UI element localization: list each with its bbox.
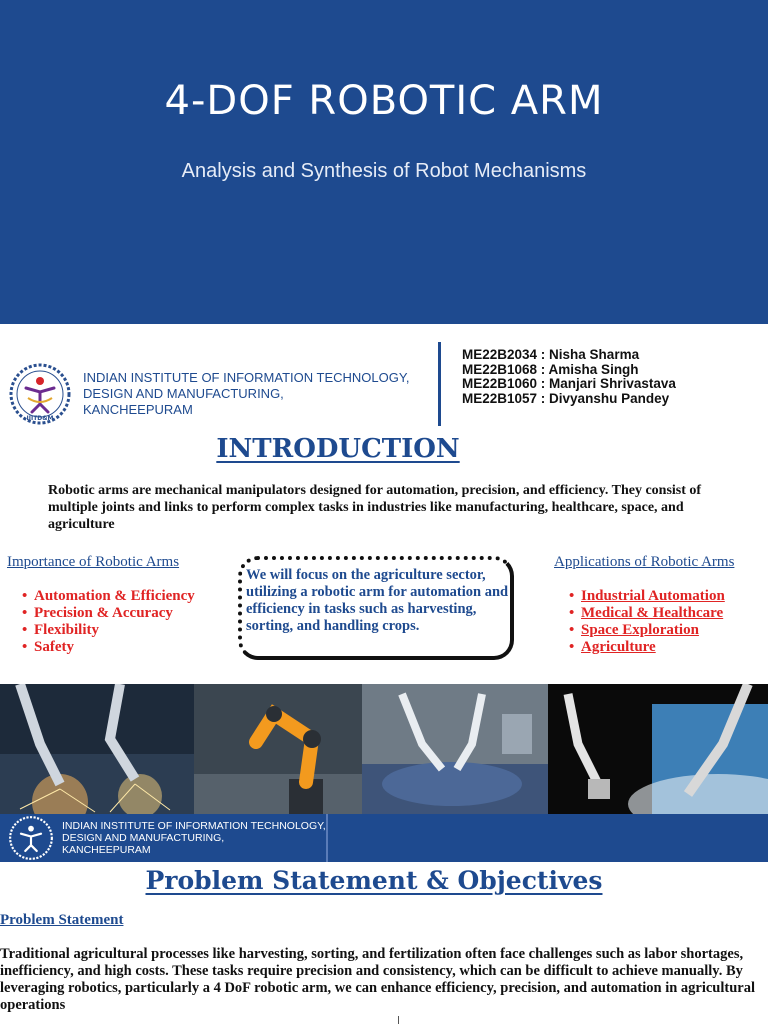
application-link[interactable]: Industrial Automation: [581, 588, 725, 604]
member-2: ME22B1068 : Amisha Singh: [462, 361, 639, 377]
introduction-heading: INTRODUCTION: [216, 434, 460, 464]
logo-text: IIITD&M: [26, 415, 54, 422]
problem-statement-subheading: Problem Statement: [0, 912, 124, 928]
introduction-paragraph: Robotic arms are mechanical manipulators designed for automation, precision, and efficiency. They consist of multiple joints and links to perform complex tasks in industries like manufacturing, healthcare, space, and agriculture: [48, 483, 702, 532]
importance-heading: Importance of Robotic Arms: [7, 554, 180, 570]
industrial-robot-photo: [0, 684, 194, 814]
space-robot-arm-photo: [548, 684, 768, 814]
problem-statement-paragraph: Traditional agricultural processes like harvesting, sorting, and fertilization often face challenges such as labor shortages, inefficiency, and high costs. These tasks require precision and consistency, which can be difficult to achieve manually. By leveraging robotics, particularly a 4 DoF robotic arm, we can enhance efficiency, precision, and automation in agricultural operations: [0, 946, 756, 1013]
application-link[interactable]: Medical & Healthcare: [581, 605, 724, 621]
institute-logo-icon: [8, 362, 72, 426]
focus-callout-text: We will focus on the agriculture sector, utilizing a robotic arm for automation and efficiency in tasks such as harvesting, sorting, and handling crops.: [246, 567, 509, 634]
list-item[interactable]: [569, 588, 725, 605]
institute-name-footer: INDIAN INSTITUTE OF INFORMATION TECHNOLOGY, DESIGN AND MANUFACTURING, KANCHEEPURAM: [62, 820, 326, 856]
problem-objectives-heading: Problem Statement & Objectives: [145, 866, 603, 895]
list-item: • Safety: [22, 639, 195, 656]
member-3: ME22B1060 : Manjari Shrivastava: [462, 376, 676, 391]
applications-list: [569, 588, 725, 656]
page-subtitle: Analysis and Synthesis of Robot Mechanisms: [181, 160, 587, 182]
list-item[interactable]: [569, 605, 725, 622]
hero-banner: [0, 0, 768, 324]
list-item[interactable]: [569, 622, 725, 639]
list-item: • Flexibility: [22, 622, 195, 639]
list-item: • Automation & Efficiency: [22, 588, 195, 605]
column-divider: [398, 1016, 399, 1024]
institute-name: INDIAN INSTITUTE OF INFORMATION TECHNOLOGY, DESIGN AND MANUFACTURING, KANCHEEPURAM: [83, 370, 410, 417]
institute-logo-icon: [8, 815, 54, 861]
list-item: • Precision & Accuracy: [22, 605, 195, 622]
team-members: [462, 348, 676, 406]
application-link[interactable]: Agriculture: [581, 639, 656, 655]
member-1: ME22B2034 : Nisha Sharma: [462, 347, 640, 362]
cobot-arm-photo: [194, 684, 362, 814]
page-title: 4-DOF ROBOTIC ARM: [164, 78, 604, 124]
surgical-robot-photo: [362, 684, 548, 814]
application-link[interactable]: Space Exploration: [581, 622, 699, 638]
header-divider: [438, 342, 441, 426]
list-item[interactable]: [569, 639, 725, 656]
member-4: ME22B1057 : Divyanshu Pandey: [462, 390, 670, 406]
applications-heading: Applications of Robotic Arms: [554, 554, 735, 570]
footer-divider: [326, 814, 328, 862]
importance-list: [22, 588, 195, 656]
